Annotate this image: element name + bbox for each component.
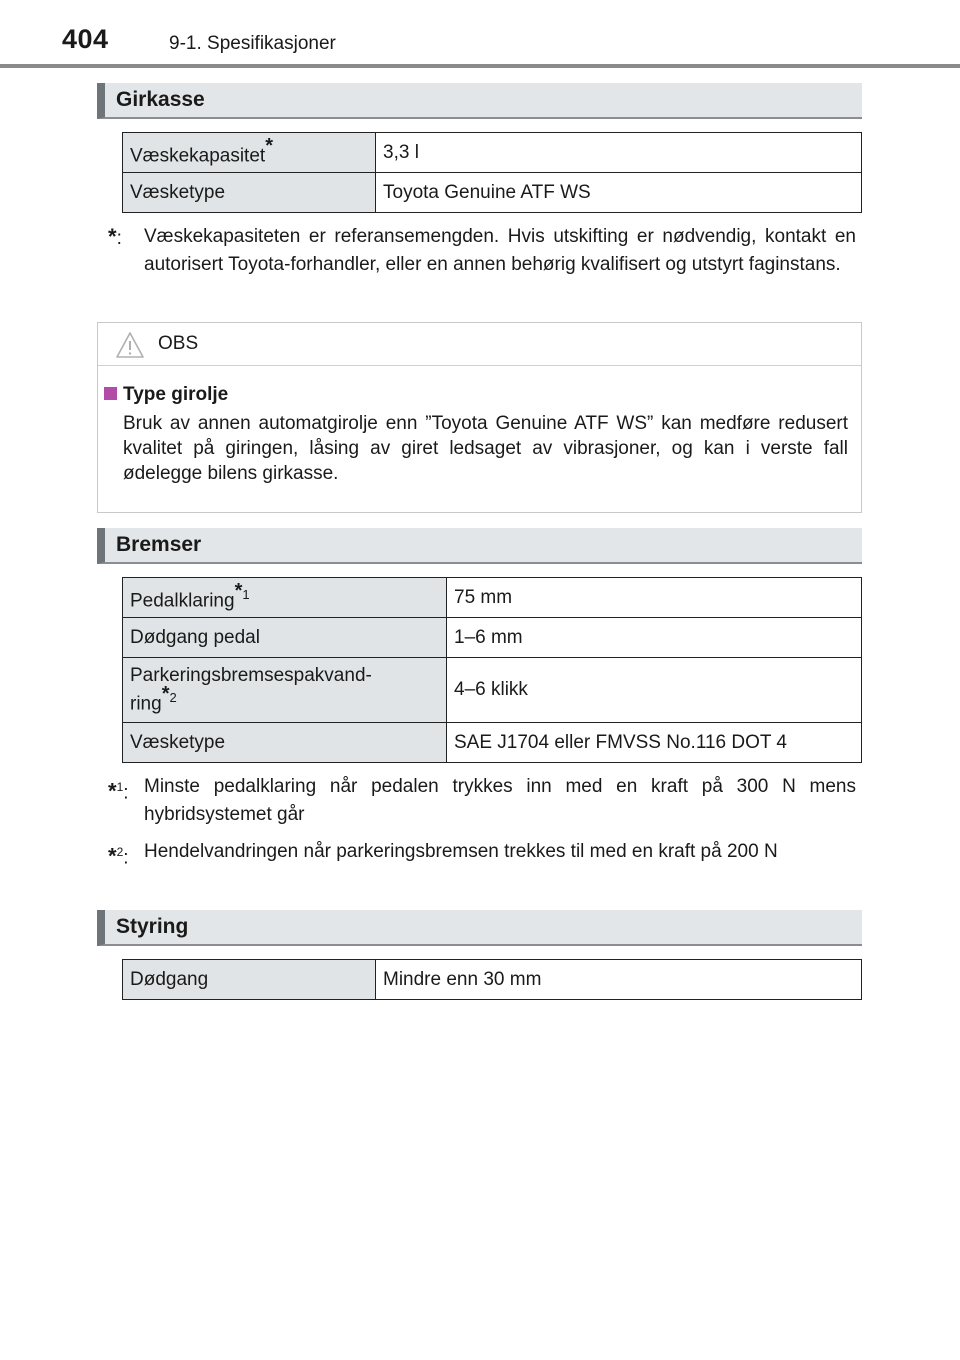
obs-warning-box xyxy=(97,322,862,513)
footnote-girkasse: *: Væskekapasiteten er referansemengden. Hvis utskifting er nødvendig, kontakt en autorisert Toyota-forhandler, eller en annen behørig kvalifisert og utstyrt faginstans. xyxy=(108,224,856,275)
spec-key: Dødgang pedal xyxy=(123,618,447,658)
section-title: Styring xyxy=(116,915,189,938)
spec-key: Væsketype xyxy=(123,173,376,213)
obs-header xyxy=(98,323,861,366)
spec-value: 3,3 l xyxy=(376,133,862,173)
spec-key: Væsketype xyxy=(123,723,447,763)
chapter-title: 9-1. Spesifikasjoner xyxy=(169,33,336,54)
girkasse-table xyxy=(122,132,862,213)
section-title: Bremser xyxy=(116,533,202,556)
table-row xyxy=(123,658,862,723)
footnote-bremser-1: *$^1$: Minste pedalklaring når pedalen trykkes inn med en kraft på 300 N mens hybridsystemet går xyxy=(108,776,856,825)
section-styring xyxy=(97,910,862,946)
footnote-bremser-2: *$^2$: Hendelvandringen når parkeringsbremsen trekkes til med en kraft på 200 N xyxy=(108,841,778,869)
table-row xyxy=(123,133,862,173)
section-girkasse xyxy=(97,83,862,119)
header-divider xyxy=(0,64,960,68)
spec-value: Mindre enn 30 mm xyxy=(376,960,862,1000)
spec-value: 1–6 mm xyxy=(447,618,862,658)
bremser-table xyxy=(122,577,862,763)
spec-value: SAE J1704 eller FMVSS No.116 DOT 4 xyxy=(447,723,862,763)
obs-subtitle: Type girolje xyxy=(104,384,228,406)
page-number: 404 xyxy=(62,24,109,54)
spec-value: 75 mm xyxy=(447,578,862,618)
section-title: Girkasse xyxy=(116,88,205,111)
page-header xyxy=(0,0,960,70)
section-bremser xyxy=(97,528,862,564)
warning-triangle-icon xyxy=(115,331,145,359)
spec-key: Væskekapasitet* xyxy=(123,133,376,173)
spec-value: 4–6 klikk xyxy=(447,658,862,723)
square-bullet-icon xyxy=(104,387,117,400)
obs-body: Bruk av annen automatgirolje enn ”Toyota Genuine ATF WS” kan medføre redusert kvalitet på giringen, låsing av giret ledsaget av vibrasjoner, og kan i verste fall ødelegge bilens girkasse. xyxy=(123,413,848,484)
table-row xyxy=(123,960,862,1000)
spec-key: Dødgang xyxy=(123,960,376,1000)
obs-label: OBS xyxy=(158,333,199,354)
spec-key: Parkeringsbremsespakvand- ring$^{*2}$ xyxy=(123,658,447,723)
table-row xyxy=(123,723,862,763)
table-row xyxy=(123,578,862,618)
spec-key: Pedalklaring$^{*1}$ xyxy=(123,578,447,618)
table-row xyxy=(123,173,862,213)
styring-table xyxy=(122,959,862,1000)
table-row xyxy=(123,618,862,658)
spec-value: Toyota Genuine ATF WS xyxy=(376,173,862,213)
